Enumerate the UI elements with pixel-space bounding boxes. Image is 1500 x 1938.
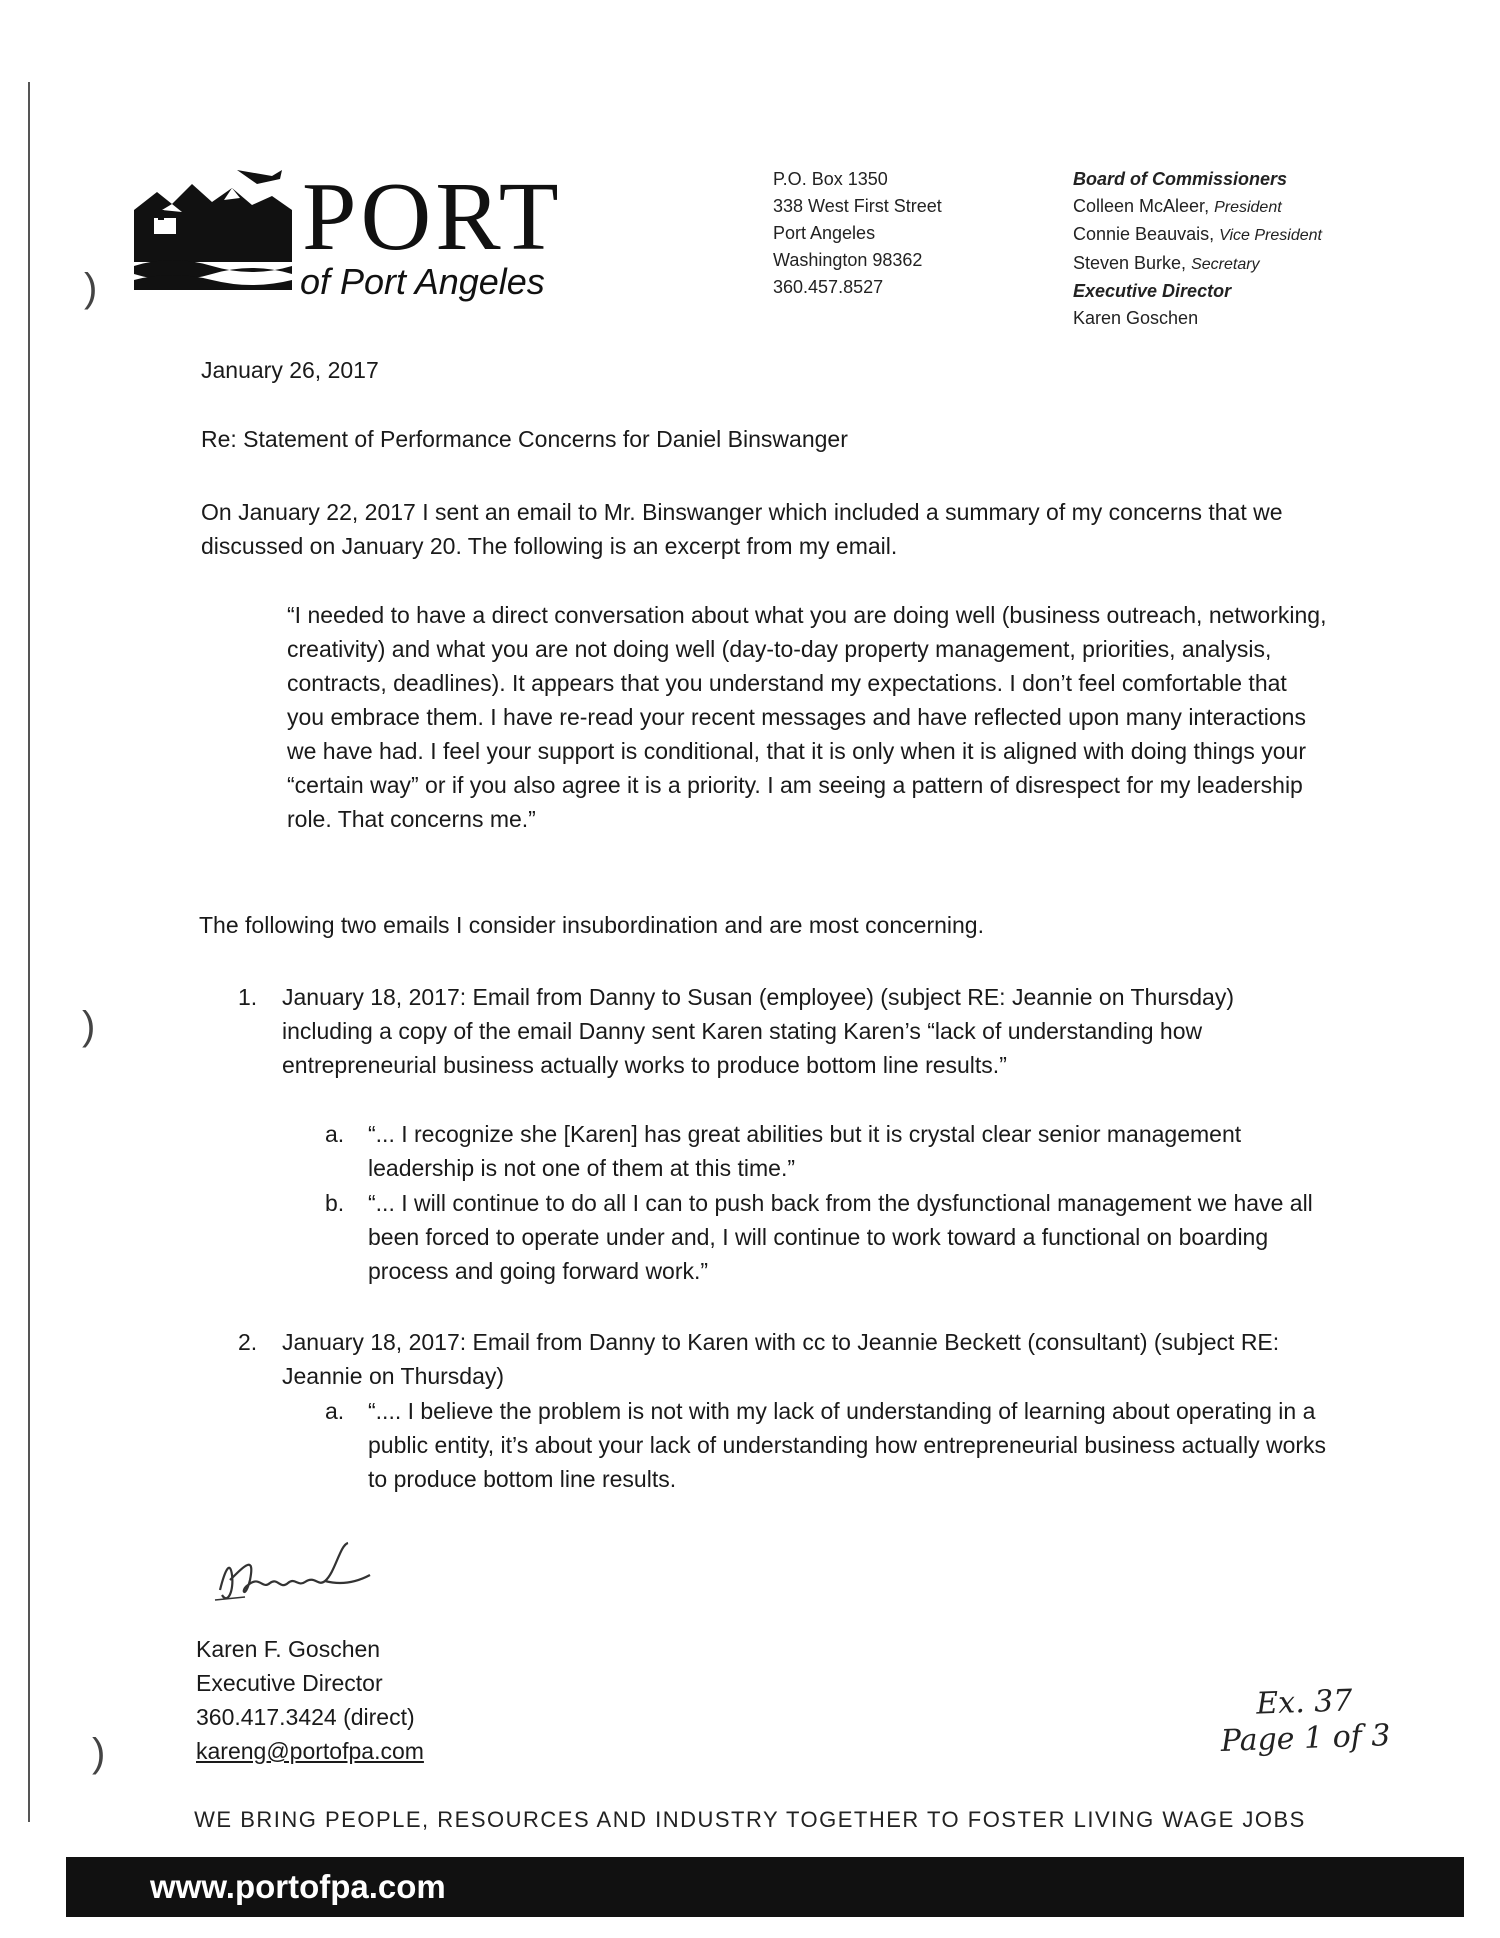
intro-paragraph: On January 22, 2017 I sent an email to Mr. Binswanger which included a summary of my concerns that we discussed on January 20. The following is an excerpt from my email. bbox=[201, 499, 1283, 559]
quoted-excerpt: “I needed to have a direct conversation about what you are doing well (business outreach, networking, creativity) and what you are not doing well (day-to-day property management, priorities, analysis, contracts, deadlines). It appears that you understand my expectations. I don’t feel comfortable that you embrace them. I have re-read your recent messages and have reflected upon many interactions we have had. I feel your support is conditional, that it is only when it is aligned with doing things your “certain way” or if you also agree it is a priority. I am seeing a pattern of disrespect for my leadership role. That concerns me.” bbox=[287, 602, 1327, 832]
exec-name: Karen Goschen bbox=[1073, 307, 1199, 328]
exhibit-number: Ex. 37 bbox=[1255, 1683, 1353, 1722]
punch-hole-mark: ) bbox=[82, 1004, 96, 1048]
board-title: Board of Commissioners bbox=[1073, 169, 1288, 189]
footer-tagline: WE BRING PEOPLE, RESOURCES AND INDUSTRY TOGETHER TO FOSTER LIVING WAGE JOBS bbox=[194, 1807, 1306, 1832]
list-item: January 18, 2017: Email from Danny to Karen with cc to Jeannie Beckett (consultant) (subject RE: Jeannie on Thursday) bbox=[282, 1329, 1280, 1389]
exhibit-page: Page 1 of 3 bbox=[1220, 1718, 1391, 1759]
port-logo bbox=[132, 150, 602, 300]
commissioner-role: Vice President bbox=[1219, 227, 1322, 244]
letter-date: January 26, 2017 bbox=[201, 357, 379, 383]
signer-email-link[interactable]: kareng@portofpa.com bbox=[196, 1738, 424, 1764]
handwritten-signature bbox=[200, 1535, 400, 1615]
website-link[interactable]: www.portofpa.com bbox=[150, 1868, 446, 1905]
sub-item: “... I recognize she [Karen] has great abilities but it is crystal clear senior management leadership is not one of them at this time.” bbox=[368, 1121, 1242, 1181]
address-phone: 360.457.8527 bbox=[773, 277, 884, 297]
margin-rule bbox=[28, 82, 30, 1822]
sub-item-label: a. bbox=[325, 1121, 345, 1147]
address-block bbox=[773, 166, 942, 301]
commissioner-name: Colleen McAleer, bbox=[1073, 195, 1215, 216]
logo-subtitle: of Port Angeles bbox=[300, 261, 545, 302]
punch-hole-mark: ) bbox=[92, 1731, 106, 1775]
commissioner-line bbox=[1073, 193, 1322, 222]
footer-bar bbox=[66, 1857, 1464, 1917]
list-item-number: 1. bbox=[238, 984, 258, 1010]
signer-title: Executive Director bbox=[196, 1670, 383, 1696]
sub-item: “.... I believe the problem is not with my lack of understanding of learning about operating in a public entity, it’s about your lack of understanding how entrepreneurial business actually works to produce bottom line results. bbox=[368, 1398, 1327, 1492]
address-line: P.O. Box 1350 bbox=[773, 169, 888, 189]
exec-title: Executive Director bbox=[1073, 281, 1232, 301]
commissioner-line bbox=[1073, 250, 1322, 279]
exhibit-annotation bbox=[1214, 1682, 1396, 1760]
address-line: Washington 98362 bbox=[773, 250, 923, 270]
sub-item-label: b. bbox=[325, 1190, 345, 1216]
board-block bbox=[1073, 166, 1322, 331]
commissioner-line bbox=[1073, 221, 1322, 250]
sub-item: “... I will continue to do all I can to push back from the dysfunctional management we have all been forced to operate under and, I will continue to work toward a functional on boarding process and going forward work.” bbox=[368, 1190, 1313, 1284]
letter-subject: Re: Statement of Performance Concerns for Daniel Binswanger bbox=[201, 426, 848, 452]
address-line: 338 West First Street bbox=[773, 196, 942, 216]
insubordination-statement: The following two emails I consider insubordination and are most concerning. bbox=[199, 912, 984, 938]
commissioner-name: Steven Burke, bbox=[1073, 252, 1192, 273]
port-logo-icon bbox=[132, 170, 297, 295]
commissioner-role: Secretary bbox=[1191, 255, 1260, 273]
commissioner-name: Connie Beauvais, bbox=[1073, 224, 1220, 244]
signature-block bbox=[196, 1632, 424, 1768]
signer-name: Karen F. Goschen bbox=[196, 1636, 381, 1662]
commissioner-role: President bbox=[1214, 198, 1282, 216]
sub-item-label: a. bbox=[325, 1398, 345, 1424]
list-item: January 18, 2017: Email from Danny to Susan (employee) (subject RE: Jeannie on Thursday) including a copy of the email Danny sent Karen stating Karen’s “lack of understanding how entrepreneurial business actually works to produce bottom line results.” bbox=[282, 984, 1235, 1078]
list-item-number: 2. bbox=[238, 1329, 258, 1355]
signer-phone: 360.417.3424 (direct) bbox=[196, 1704, 415, 1730]
address-line: Port Angeles bbox=[773, 223, 876, 243]
logo-title: PORT bbox=[302, 163, 563, 271]
punch-hole-mark: ) bbox=[84, 266, 98, 310]
